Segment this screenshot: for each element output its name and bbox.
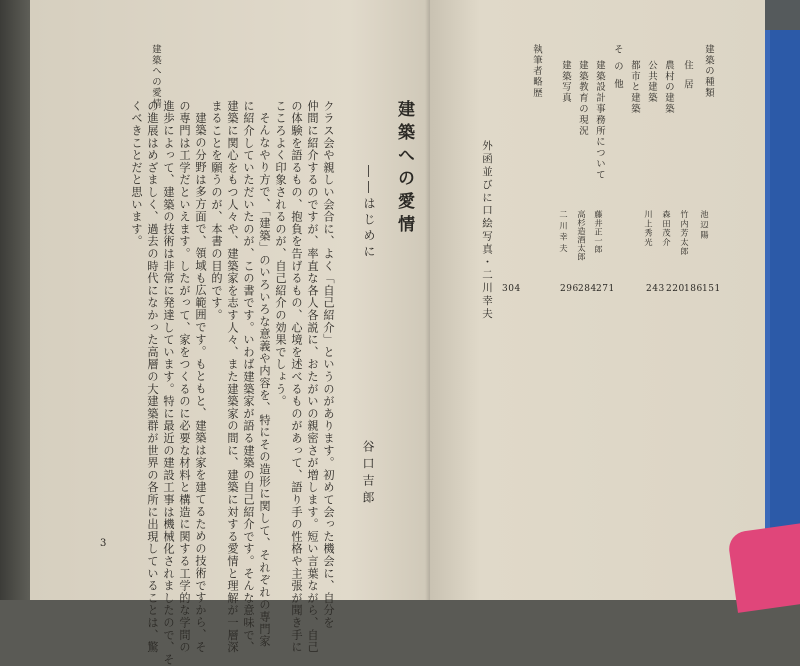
author-b3: 二川幸夫 <box>559 210 569 255</box>
toc-title-c1: 執筆者略歴 <box>531 44 542 99</box>
page-b2: 284 <box>578 284 597 294</box>
page-c1: 304 <box>502 284 521 294</box>
author-a1: 池辺陽 <box>700 210 710 241</box>
paragraph-line-8: まることを願うのが、本書の目的です。 <box>210 100 223 322</box>
paragraph-line-4: こころよく印象されるのが、自己紹介の効果でしょう。 <box>274 100 287 408</box>
toc-title-a4: 公共建築 <box>646 60 657 104</box>
page-b3: 296 <box>560 284 579 294</box>
paragraph-line-7: 建築に関心をもつ人々や、建築家を志す人々、また建築家の間に、建築に対する愛情と理解が一層深 <box>226 100 239 654</box>
page-a4: 243 <box>646 284 665 294</box>
right-page <box>430 0 765 600</box>
paragraph-line-11: 進歩によって、建築の技術は非常に発達しています。特に最近の建設工事は機械化されましたので、そ <box>162 100 175 666</box>
author-a3: 森田茂介 <box>662 210 672 247</box>
paragraph-line-13: くべきことだと思います。 <box>130 100 143 248</box>
paragraph-line-9: 建築の分野は多方面で、領域も広範囲です。もともと、建築は家を建てるための技術ですから、そ <box>194 112 207 654</box>
paragraph-line-1: クラス会や親しい会合に、よく「自己紹介」というのがあります。初めて会った機会に、自分を <box>322 100 335 629</box>
author-a2: 竹内芳太郎 <box>680 210 690 256</box>
paragraph-line-5: そんなやり方で、「建築」のいろいろな意義や内容を、特にその造形に関して、それぞれの専門家 <box>258 112 271 648</box>
page-number: 3 <box>100 538 107 549</box>
paragraph-line-3: の体験を語るもの、抱負を告げるもの、心境を述べるものがあって、語り手の性格や主張が聞き手に <box>290 100 303 654</box>
pink-bookmark-tab <box>727 521 800 613</box>
toc-title-b1: 建築設計事務所について <box>594 60 605 181</box>
page-b1: 271 <box>596 284 615 294</box>
paragraph-line-6: に紹介していただいたのが、この書です。いわば建築家が語る建築の自己紹介です。そんな意味で、 <box>242 100 255 654</box>
toc-title-a5: 都市と建築 <box>629 60 640 115</box>
toc-title-a2: 住居 <box>682 60 693 99</box>
page-a2: 186 <box>684 284 703 294</box>
toc-title-a3: 農村の建築 <box>663 60 674 115</box>
running-head: 建築への愛情 <box>150 44 161 110</box>
page-a3: 220 <box>666 284 685 294</box>
author-a4: 川上秀光 <box>644 210 654 247</box>
left-page <box>30 0 430 666</box>
paragraph-line-2: 仲間に紹介するのですが、率直な各人各説に、おたがいの親密さが増します。短い言葉ながら、自己 <box>306 100 319 654</box>
author-name: 谷口吉郎 <box>361 440 375 508</box>
chapter-title: 建築への愛情 <box>394 100 414 238</box>
author-b1: 藤井正一郎 <box>594 210 604 254</box>
author-b2: 高杉造酒太郎 <box>577 210 587 261</box>
toc-title-a1: 建築の種類 <box>703 44 714 99</box>
toc-title-b3: 建築写真 <box>560 60 571 104</box>
chapter-subtitle: ――はじめに <box>362 165 376 261</box>
toc-title-b2: 建築教育の現況 <box>577 60 588 137</box>
frontispiece-credit: 外函並びに口絵写真・二川幸夫 <box>481 140 493 321</box>
page-a1: 151 <box>702 284 721 294</box>
paragraph-line-10: の専門は工学だといえます。したがって、家をつくるのに必要な材料と構造に関する工学的な学問の <box>178 100 191 654</box>
paragraph-line-12: の進展はめざましく、過去の時代になかった高層の大建築群が世界の各所に出現していることは、驚 <box>146 100 159 654</box>
toc-header-b: その他 <box>612 44 623 97</box>
